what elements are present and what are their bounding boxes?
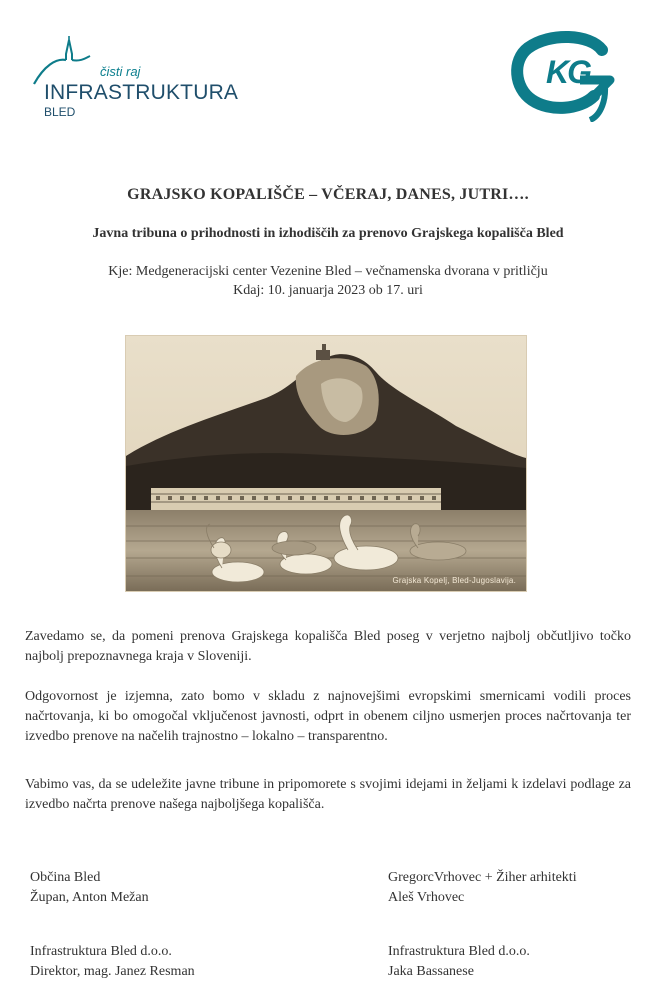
signature-org: Občina Bled	[30, 870, 101, 885]
logo-tagline: čisti raj	[100, 64, 141, 79]
infrastruktura-bled-logo	[30, 36, 239, 126]
paragraph-responsibility: Odgovornost je izjemna, zato bomo v skladu z najnovejšimi evropskimi smernicami vodili proces načrtovanja, ki bo omogočal vključenost javnosti, odprt in obenem ciljno usmerjen proces načrtovanja ter izvedbo prenove na načelih trajnostno – lokalno – transparentno.	[25, 689, 631, 744]
photo-caption: Grajska Kopelj, Bled-Jugoslavija.	[392, 576, 516, 585]
kg-logo	[510, 30, 620, 122]
event-subtitle: Javna tribuna o prihodnosti in izhodiščih za prenovo Grajskega kopališča Bled	[92, 226, 564, 241]
signature-org: Infrastruktura Bled d.o.o.	[30, 944, 172, 959]
signature-person: Aleš Vrhovec	[388, 890, 465, 905]
signature-person: Direktor, mag. Janez Resman	[30, 964, 195, 979]
church-icon	[30, 36, 110, 86]
signature-infrastruktura-staff	[388, 942, 530, 982]
event-location: Kje: Medgeneracijski center Vezenine Bled – večnamenska dvorana v pritličju	[108, 264, 548, 279]
event-title: GRAJSKO KOPALIŠČE – VČERAJ, DANES, JUTRI….	[127, 186, 529, 203]
signature-person: Jaka Bassanese	[388, 964, 474, 979]
signature-architects	[388, 868, 577, 908]
logo-subname: BLED	[44, 105, 76, 119]
signature-person: Župan, Anton Mežan	[30, 890, 149, 905]
historic-photo	[125, 335, 527, 592]
signature-org: Infrastruktura Bled d.o.o.	[388, 944, 530, 959]
signature-obcina-bled	[30, 868, 149, 908]
signature-infrastruktura-director	[30, 942, 195, 982]
signature-org: GregorcVrhovec + Žiher arhitekti	[388, 870, 577, 885]
event-date: Kdaj: 10. januarja 2023 ob 17. uri	[233, 283, 423, 298]
logo-name: INFRASTRUKTURA	[44, 81, 239, 104]
logo-letters: KG	[546, 54, 590, 90]
paragraph-invitation: Vabimo vas, da se udeležite javne tribune in pripomorete s svojimi idejami in željami k izdelavi podlage za izvedbo načrta prenove našega najboljšega kopališča.	[25, 777, 631, 812]
paragraph-intro: Zavedamo se, da pomeni prenova Grajskega kopališča Bled poseg v verjetno najbolj občutljivo točko najbolj prepoznavnega kraja v Sloveniji.	[25, 629, 631, 664]
